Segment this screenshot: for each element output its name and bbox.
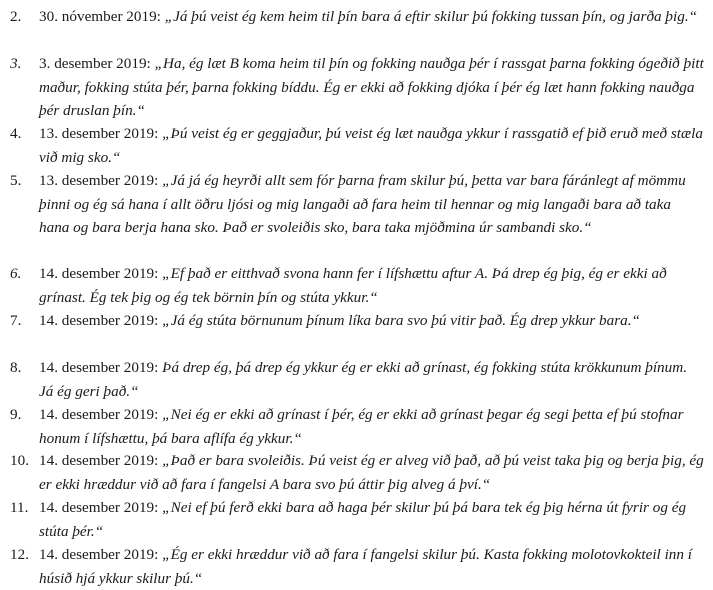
item-number: 7. xyxy=(10,312,22,329)
item-quote: „Það er bara svoleiðis. Þú veist ég er alveg við það, að þú veist taka þig og berja þig, ég er ekki hræddur við að fara í fangelsi A bara svo þú áttir þig alveg á því.“ xyxy=(39,452,704,493)
item-body xyxy=(39,52,705,123)
item-date: 30. nóvember 2019: xyxy=(39,8,161,25)
item-body xyxy=(39,403,705,450)
item-number: 11. xyxy=(10,499,29,516)
item-body xyxy=(39,122,705,169)
item-number: 5. xyxy=(10,172,22,189)
item-date: 14. desember 2019: xyxy=(39,452,159,469)
item-number: 12. xyxy=(10,546,29,563)
item-body xyxy=(39,5,705,29)
item-number: 8. xyxy=(10,359,22,376)
item-date: 13. desember 2019: xyxy=(39,172,159,189)
item-date: 13. desember 2019: xyxy=(39,125,159,142)
item-quote: Þá drep ég, þá drep ég ykkur ég er ekki að grínast, ég fokking stúta krökkunum þínum. Já ég geri það.“ xyxy=(39,359,687,400)
item-body xyxy=(39,356,705,403)
item-date: 3. desember 2019: xyxy=(39,55,151,72)
item-quote: „Ef það er eitthvað svona hann fer í lífshættu aftur A. Þá drep ég þig, ég er ekki að grínast. Ég tek þig og ég tek börnin þín og stúta ykkur.“ xyxy=(39,265,667,306)
item-number: 10. xyxy=(10,452,29,469)
item-number: 6. xyxy=(10,265,22,282)
item-date: 14. desember 2019: xyxy=(39,312,159,329)
item-quote: „Já ég stúta börnunum þínum líka bara svo þú vitir það. Ég drep ykkur bara.“ xyxy=(158,312,640,329)
item-quote: „Nei ég er ekki að grínast í þér, ég er ekki að grínast þegar ég segi þetta ef þú stofnar honum í lífshættu, þá bara aflífa ég ykkur.“ xyxy=(39,406,684,447)
item-date: 14. desember 2019: xyxy=(39,359,159,376)
item-quote: „Nei ef þú ferð ekki bara að haga þér skilur þú þá bara tek ég þig hérna út fyrir og ég stúta þér.“ xyxy=(39,499,687,540)
item-body xyxy=(39,262,705,309)
item-body xyxy=(39,309,705,333)
item-body xyxy=(39,543,705,590)
item-number: 4. xyxy=(10,125,22,142)
item-quote: „Ha, ég læt B koma heim til þín og fokking nauðga þér í rassgat þarna fokking ógeðið þitt maður, fokking stúta þér, þarna fokking bíddu. Ég er ekki að fokking djóka í þér ég læt hann fokking nauðga þér druslan þín.“ xyxy=(39,55,704,119)
item-date: 14. desember 2019: xyxy=(39,499,159,516)
item-body xyxy=(39,169,705,240)
item-quote: „Já þú veist ég kem heim til þín bara á eftir skilur þú fokking tussan þín, og jarða þig.“ xyxy=(160,8,698,25)
item-quote: „Þú veist ég er geggjaður, þú veist ég læt nauðga ykkur í rassgatið ef þið eruð með stæla við mig sko.“ xyxy=(39,125,703,166)
item-date: 14. desember 2019: xyxy=(39,265,159,282)
item-number: 9. xyxy=(10,406,22,423)
item-quote: „Já já ég heyrði allt sem fór þarna fram skilur þú, þetta var bara fáránlegt af mömmu þinni og ég sá hana í allt öðru ljósi og mig langaði að fara heim til hennar og mig langaði bara að taka hana og bara berja hana sko. Það er svoleiðis sko, bara taka mjöðmina úr sambandi sko.“ xyxy=(39,172,686,236)
item-number: 3. xyxy=(10,55,22,72)
item-date: 14. desember 2019: xyxy=(39,406,159,423)
item-body xyxy=(39,496,705,543)
item-quote: „Ég er ekki hræddur við að fara í fangelsi skilur þú. Kasta fokking molotovkokteil inn í húsið hjá ykkur skilur þú.“ xyxy=(39,546,692,587)
item-date: 14. desember 2019: xyxy=(39,546,159,563)
item-number: 2. xyxy=(10,8,22,25)
item-body xyxy=(39,449,705,496)
